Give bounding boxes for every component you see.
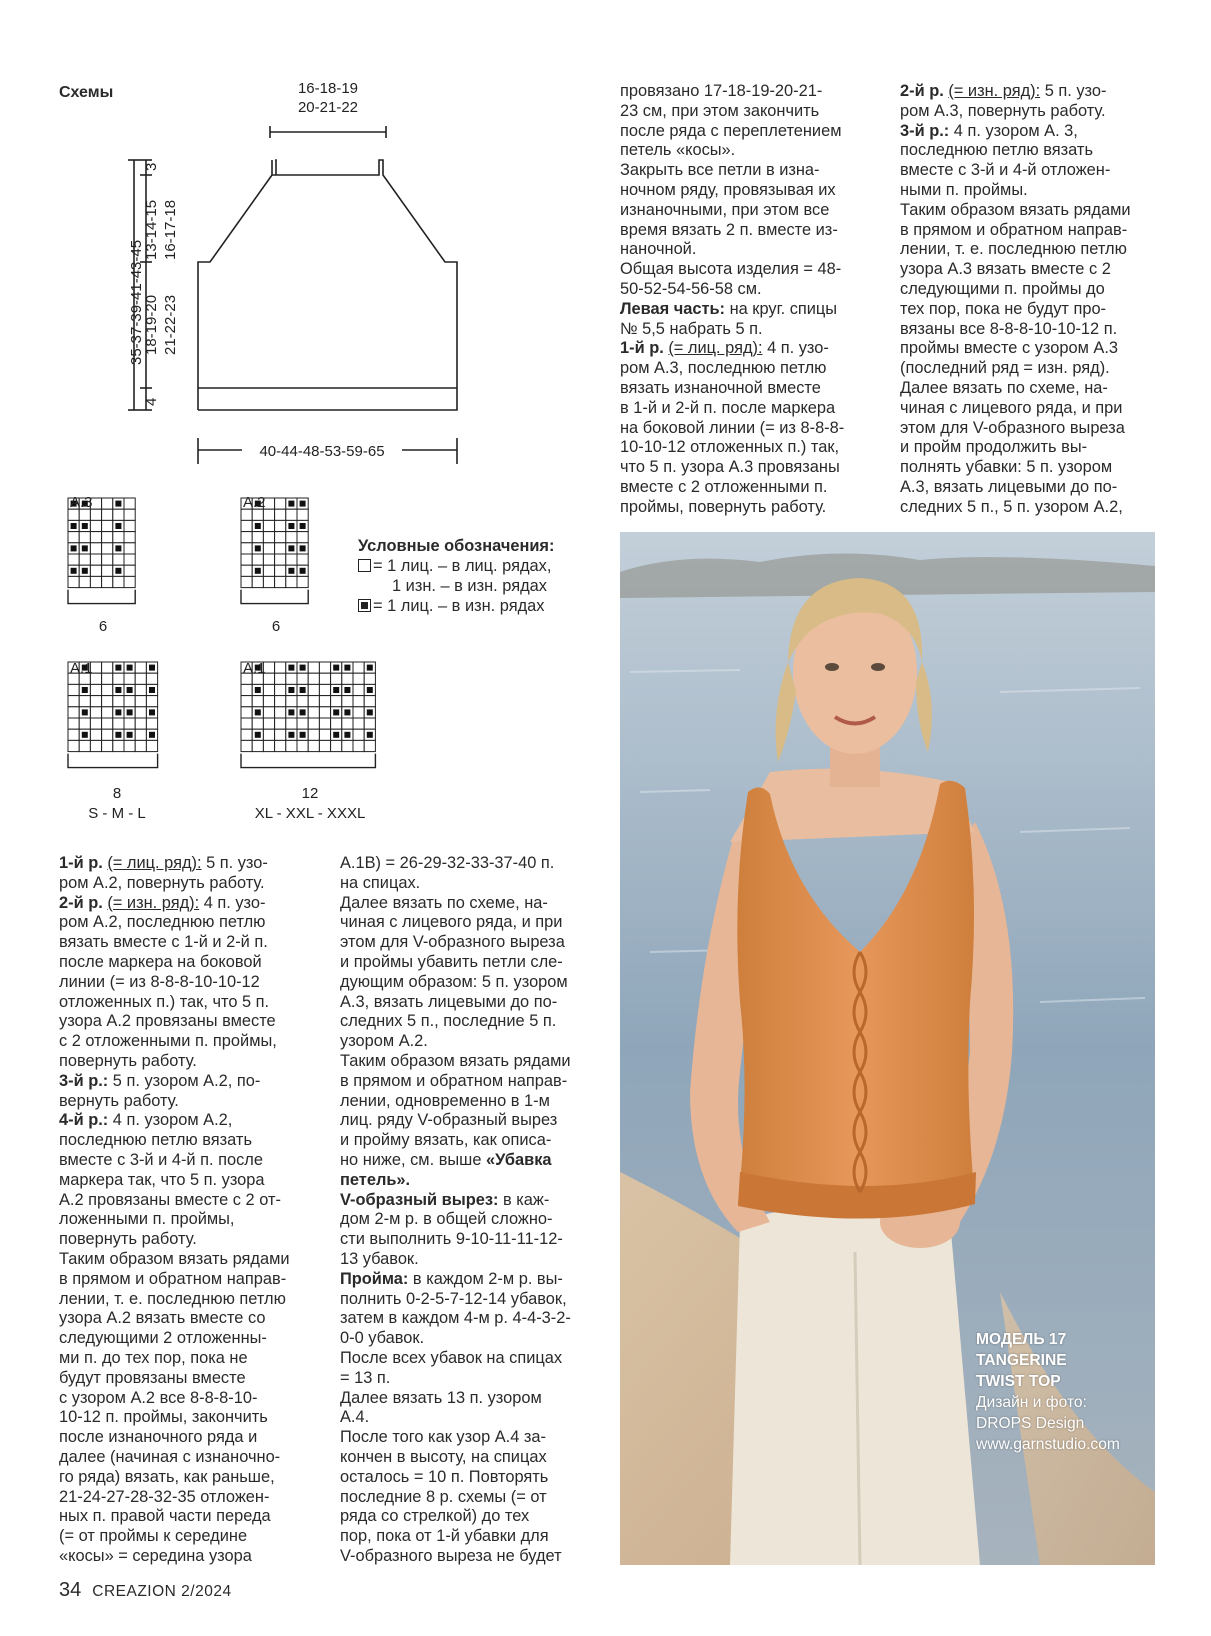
chart-cell — [135, 707, 146, 718]
chart-cell — [124, 740, 135, 751]
chart-mark — [71, 545, 77, 551]
chart-mark — [288, 687, 294, 693]
chart-cell — [275, 662, 286, 673]
chart-mark — [344, 687, 350, 693]
chart-mark — [82, 687, 88, 693]
chart-cell — [353, 673, 364, 684]
chart-cell — [68, 729, 79, 740]
chart-mark — [300, 545, 306, 551]
chart-mark — [333, 687, 339, 693]
chart-cell — [241, 684, 252, 695]
chart-cell — [146, 696, 157, 707]
chart-cell — [319, 673, 330, 684]
chart-cell — [308, 696, 319, 707]
chart-mark — [127, 665, 133, 671]
chart-cell — [263, 740, 274, 751]
chart-cell — [124, 576, 135, 587]
chart-cell — [331, 673, 342, 684]
chart-cell — [135, 684, 146, 695]
chart-cell — [90, 707, 101, 718]
chart-cell — [275, 509, 286, 520]
chart-cell — [241, 740, 252, 751]
chart-cell — [102, 696, 113, 707]
chart-cell — [241, 532, 252, 543]
chart-cell — [275, 673, 286, 684]
chart-mark — [149, 687, 155, 693]
chart-cell — [102, 718, 113, 729]
chart-cell — [263, 684, 274, 695]
text-column-top-right-1: провязано 17-18-19-20-21- 23 см, при этом закончить после ряда с переплетением петель «косы». Закрыть все петли в изна- ночном ряду, провязывая их изнаночными, при этом все время вязать 2 п. вместе из- наночной. Общая высота изделия = 48- 50-52-54-56-58 см. Левая часть: на круг. спицы № 5,5 набрать 5 п. 1-й р. (= лиц. ряд): 4 п. узо- ром А.3, последнюю петлю вязать изнаночной вместе в 1-й и 2-й п. после маркера на боковой линии (= из 8-8-8- 10-10-12 отложенных п.) так, что 5 п. узора А.3 провязаны вместе с 2 отложенными п. проймы, повернуть работу. — [620, 82, 845, 516]
bottom-width-label: 40-44-48-53-59-65 — [259, 443, 385, 460]
chart-mark — [115, 523, 121, 529]
caption-name-1: TANGERINE — [976, 1352, 1067, 1369]
chart-cell — [353, 696, 364, 707]
chart-cell — [90, 565, 101, 576]
chart-cell — [68, 740, 79, 751]
chart-cell — [68, 696, 79, 707]
chart-a1-large-count: 12 — [301, 785, 319, 802]
chart-cell — [124, 565, 135, 576]
chart-mark — [300, 732, 306, 738]
chart-cell — [68, 532, 79, 543]
chart-cell — [102, 740, 113, 751]
chart-cell — [286, 509, 297, 520]
chart-mark — [288, 665, 294, 671]
chart-mark — [288, 545, 294, 551]
chart-mark — [115, 665, 121, 671]
chart-cell — [319, 684, 330, 695]
body-label-2: 21-22-23 — [162, 294, 179, 355]
text-column-top-right-2: 2-й р. (= изн. ряд): 5 п. узо- ром А.3, повернуть работу. 3-й р.: 4 п. узором А. 3, последнюю петлю вязать вместе с 3-й и 4-й отложен- ными п. проймы. Таким образом вязать рядами в прямом и обратном направ- лении, т. е. последнюю петлю узора А.3 вязать вместе с 2 следующими п. проймы до тех пор, пока не будут про- вязаны все 8-8-8-10-10-12 п. проймы вместе с узором А.3 (последний ряд = изн. ряд). Далее вязать по схеме, на- чиная с лицевого ряда, и при этом для V-образного выреза и пройм продолжить вы- полнять убавки: 5 п. узором А.3, вязать лицевыми до по- следних 5 п., 5 п. узором А.2, — [900, 82, 1131, 516]
page-number: 34 — [59, 1579, 82, 1601]
chart-cell — [68, 576, 79, 587]
chart-cell — [308, 718, 319, 729]
chart-cell — [102, 707, 113, 718]
chart-mark — [255, 523, 261, 529]
chart-mark — [127, 732, 133, 738]
chart-mark — [333, 732, 339, 738]
chart-cell — [102, 673, 113, 684]
chart-cell — [275, 532, 286, 543]
chart-cell — [353, 684, 364, 695]
chart-cell — [286, 532, 297, 543]
chart-a2-label: A.2 — [243, 495, 266, 511]
chart-cell — [263, 707, 274, 718]
chart-cell — [90, 576, 101, 587]
chart-mark — [255, 545, 261, 551]
chart-mark — [333, 665, 339, 671]
chart-mark — [333, 709, 339, 715]
chart-cell — [331, 740, 342, 751]
chart-cell — [275, 718, 286, 729]
chart-cell — [252, 718, 263, 729]
chart-cell — [342, 696, 353, 707]
chart-bracket — [241, 754, 375, 768]
chart-cell — [364, 740, 375, 751]
chart-cell — [124, 498, 135, 509]
chart-cell — [275, 707, 286, 718]
chart-cell — [90, 696, 101, 707]
caption-model: МОДЕЛЬ 17 — [976, 1331, 1067, 1348]
chart-cell — [113, 509, 124, 520]
caption-site[interactable]: www.garnstudio.com — [976, 1436, 1120, 1453]
chart-cell — [79, 740, 90, 751]
chart-mark — [344, 732, 350, 738]
chart-mark — [71, 523, 77, 529]
chart-mark — [255, 568, 261, 574]
chart-cell — [364, 718, 375, 729]
chart-cell — [102, 498, 113, 509]
chart-mark — [115, 545, 121, 551]
chart-cell — [113, 673, 124, 684]
chart-mark — [367, 709, 373, 715]
chart-mark — [149, 709, 155, 715]
chart-mark — [300, 523, 306, 529]
chart-cell — [146, 673, 157, 684]
chart-cell — [263, 576, 274, 587]
chart-cell — [241, 729, 252, 740]
chart-mark — [344, 665, 350, 671]
chart-cell — [102, 532, 113, 543]
chart-cell — [319, 707, 330, 718]
chart-a1-large — [241, 662, 375, 768]
chart-cell — [113, 696, 124, 707]
chart-cell — [90, 554, 101, 565]
chart-cell — [90, 740, 101, 751]
chart-mark — [115, 732, 121, 738]
chart-cell — [90, 684, 101, 695]
chart-cell — [113, 740, 124, 751]
chart-cell — [102, 554, 113, 565]
caption-credit: Дизайн и фото: — [976, 1394, 1087, 1411]
chart-cell — [297, 532, 308, 543]
legend-line-1: = 1 лиц. – в лиц. рядах, — [373, 557, 552, 575]
chart-cell — [124, 520, 135, 531]
chart-cell — [275, 543, 286, 554]
chart-mark — [300, 687, 306, 693]
chart-cell — [113, 532, 124, 543]
chart-cell — [241, 707, 252, 718]
chart-cell — [353, 718, 364, 729]
chart-mark — [300, 665, 306, 671]
chart-mark — [300, 501, 306, 507]
chart-cell — [308, 684, 319, 695]
chart-cell — [102, 509, 113, 520]
page-footer — [59, 1579, 232, 1602]
photo-caption — [976, 1329, 1120, 1455]
chart-cell — [241, 543, 252, 554]
chart-cell — [331, 696, 342, 707]
body-label-1: 18-19-20 — [143, 294, 160, 355]
chart-mark — [115, 687, 121, 693]
chart-cell — [263, 532, 274, 543]
legend-line-3: = 1 лиц. – в изн. рядах — [373, 597, 545, 615]
chart-a1-small-sizes: S - M - L — [88, 805, 146, 822]
chart-cell — [275, 696, 286, 707]
chart-bracket — [68, 590, 135, 604]
chart-cell — [68, 684, 79, 695]
chart-cell — [263, 554, 274, 565]
chart-bracket — [241, 590, 308, 604]
chart-cell — [252, 554, 263, 565]
chart-cell — [319, 729, 330, 740]
chart-cell — [308, 729, 319, 740]
chart-cell — [124, 718, 135, 729]
chart-cell — [263, 718, 274, 729]
chart-cell — [252, 532, 263, 543]
chart-mark — [127, 709, 133, 715]
chart-mark — [149, 665, 155, 671]
chart-mark — [300, 568, 306, 574]
chart-cell — [308, 740, 319, 751]
chart-cell — [113, 718, 124, 729]
chart-a2-count: 6 — [271, 618, 281, 635]
rib-height-label: 4 — [143, 397, 160, 406]
chart-cell — [113, 576, 124, 587]
chart-cell — [124, 554, 135, 565]
chart-a1-large-label: A.1 — [243, 660, 266, 677]
chart-cell — [79, 532, 90, 543]
chart-cell — [90, 729, 101, 740]
chart-mark — [115, 709, 121, 715]
chart-cell — [275, 565, 286, 576]
top-width-label-2: 20-21-22 — [297, 99, 359, 116]
chart-cell — [68, 554, 79, 565]
chart-cell — [68, 707, 79, 718]
chart-cell — [286, 696, 297, 707]
chart-mark — [288, 501, 294, 507]
chart-cell — [342, 718, 353, 729]
chart-cell — [297, 554, 308, 565]
chart-cell — [241, 520, 252, 531]
chart-mark — [255, 732, 261, 738]
chart-cell — [241, 576, 252, 587]
chart-cell — [286, 673, 297, 684]
chart-cell — [319, 696, 330, 707]
armhole-label-1: 13-14-15 — [143, 199, 160, 260]
chart-cell — [331, 718, 342, 729]
chart-cell — [252, 576, 263, 587]
chart-cell — [364, 673, 375, 684]
armhole-label-2: 16-17-18 — [162, 199, 179, 260]
text-column-left: 1-й р. (= лиц. ряд): 5 п. узо- ром А.2, повернуть работу. 2-й р. (= изн. ряд): 4 п. узо- ром А.2, последнюю петлю вязать вместе с 1-й и 2-й п. после маркера на боковой линии (= из 8-8-8-10-10-12 отложенных п.) так, что 5 п. узора А.2 провязаны вместе с 2 отложенными п. проймы, повернуть работу. 3-й р.: 5 п. узором А.2, по- вернуть работу. 4-й р.: 4 п. узором А.2, последнюю петлю вязать вместе с 3-й и 4-й п. после маркера так, что 5 п. узора А.2 провязаны вместе с 2 от- ложенными п. проймы, повернуть работу. Таким образом вязать рядами в прямом и обратном направ- лении, т. е. последнюю петлю узора А.2 вязать вместе со следующими 2 отложенны- ми п. до тех пор, пока не будут провязаны вместе с узором А.2 все 8-8-8-10- 10-12 п. проймы, закончить после изнаночного ряда и далее (начиная с изнаночно- го ряда) вязать, как раньше, 21-24-27-28-32-35 отложен- ных п. правой части переда (= от проймы к середине «косы» = середина узора — [59, 854, 290, 1565]
chart-mark — [288, 523, 294, 529]
chart-cell — [135, 673, 146, 684]
empty-square-icon — [358, 559, 371, 572]
chart-mark — [115, 568, 121, 574]
chart-a1-small-count: 8 — [112, 785, 122, 802]
chart-cell — [252, 740, 263, 751]
chart-cell — [308, 707, 319, 718]
chart-cell — [135, 662, 146, 673]
chart-cell — [319, 740, 330, 751]
chart-cell — [241, 718, 252, 729]
chart-mark — [300, 709, 306, 715]
chart-cell — [342, 740, 353, 751]
chart-cell — [297, 673, 308, 684]
chart-cell — [79, 576, 90, 587]
chart-a1-large-sizes: XL - XXL - XXXL — [254, 805, 366, 822]
chart-a3 — [68, 498, 135, 604]
chart-cell — [275, 520, 286, 531]
chart-a1-small-label: A.1 — [70, 660, 93, 677]
chart-cell — [353, 707, 364, 718]
chart-cell — [241, 565, 252, 576]
chart-mark — [288, 732, 294, 738]
chart-cell — [342, 673, 353, 684]
legend — [358, 536, 554, 616]
chart-cell — [275, 554, 286, 565]
chart-cell — [353, 662, 364, 673]
legend-line-2: 1 изн. – в изн. рядах — [392, 577, 547, 595]
chart-mark — [149, 732, 155, 738]
chart-a2 — [241, 498, 308, 604]
chart-mark — [82, 523, 88, 529]
chart-cell — [263, 520, 274, 531]
chart-mark — [255, 687, 261, 693]
chart-mark — [344, 709, 350, 715]
chart-cell — [241, 554, 252, 565]
chart-mark — [71, 568, 77, 574]
chart-a3-count: 6 — [98, 618, 108, 635]
chart-mark — [367, 687, 373, 693]
chart-mark — [115, 501, 121, 507]
chart-cell — [79, 554, 90, 565]
chart-mark — [82, 709, 88, 715]
chart-cell — [297, 740, 308, 751]
chart-mark — [127, 687, 133, 693]
chart-bracket — [68, 754, 158, 768]
chart-cell — [102, 520, 113, 531]
garment-outline — [198, 160, 457, 410]
chart-cell — [286, 576, 297, 587]
chart-mark — [255, 709, 261, 715]
chart-cell — [263, 565, 274, 576]
total-height-label: 35-37-39-41-43-45 — [128, 239, 145, 365]
chart-cell — [275, 729, 286, 740]
text-column-middle: А.1В) = 26-29-32-33-37-40 п. на спицах. Далее вязать по схеме, на- чиная с лицевого ряда, и при этом для V-образного выреза и проймы убавить петли сле- дующим образом: 5 п. узором А.3, вязать лицевыми до по- следних 5 п., последние 5 п. узором А.2. Таким образом вязать рядами в прямом и обратном направ- лении, одновременно в 1-м лиц. ряду V-образный вырез и пройму вязать, как описа- но ниже, см. выше «Убавка петель». V-образный вырез: в каж- дом 2-м р. в общей сложно- сти выполнить 9-10-11-11-12- 13 убавок. Пройма: в каждом 2-м р. вы- полнить 0-2-5-7-12-14 убавок, затем в каждом 4-м р. 4-4-3-2- 0-0 убавок. После всех убавок на спицах = 13 п. Далее вязать 13 п. узором А.4. После того как узор А.4 за- кончен в высоту, на спицах осталось = 10 п. Повторять последние 8 р. схемы (= от ряда со стрелкой) до тех пор, пока от 1-й убавки для V-образного выреза не будет — [340, 854, 571, 1565]
chart-cell — [286, 740, 297, 751]
knit-charts — [60, 495, 400, 835]
chart-cell — [297, 718, 308, 729]
chart-cell — [308, 673, 319, 684]
chart-cell — [90, 520, 101, 531]
top-width-label-1: 16-18-19 — [297, 80, 359, 97]
chart-cell — [263, 729, 274, 740]
chart-mark — [82, 732, 88, 738]
chart-cell — [319, 718, 330, 729]
chart-cell — [135, 740, 146, 751]
chart-cell — [135, 696, 146, 707]
chart-cell — [90, 718, 101, 729]
filled-square-icon — [358, 599, 371, 612]
chart-a3-label: A.3 — [70, 495, 93, 511]
magazine-issue: CREAZION 2/2024 — [92, 1583, 232, 1600]
chart-cell — [102, 576, 113, 587]
chart-cell — [353, 740, 364, 751]
caption-brand: DROPS Design — [976, 1415, 1085, 1432]
garment-schematic — [100, 80, 480, 490]
chart-cell — [124, 696, 135, 707]
chart-cell — [297, 576, 308, 587]
chart-mark — [288, 709, 294, 715]
chart-cell — [135, 718, 146, 729]
chart-mark — [367, 665, 373, 671]
chart-cell — [252, 696, 263, 707]
legend-title: Условные обозначения: — [358, 537, 555, 555]
chart-cell — [297, 509, 308, 520]
strap-height-label: 3 — [143, 162, 160, 171]
chart-cell — [275, 498, 286, 509]
chart-mark — [367, 732, 373, 738]
chart-cell — [68, 718, 79, 729]
chart-cell — [102, 662, 113, 673]
chart-cell — [102, 684, 113, 695]
chart-cell — [113, 554, 124, 565]
chart-cell — [135, 729, 146, 740]
chart-cell — [102, 565, 113, 576]
chart-cell — [102, 729, 113, 740]
chart-mark — [288, 568, 294, 574]
chart-cell — [79, 696, 90, 707]
chart-cell — [286, 718, 297, 729]
chart-cell — [275, 740, 286, 751]
chart-cell — [275, 684, 286, 695]
chart-cell — [241, 696, 252, 707]
chart-cell — [146, 740, 157, 751]
chart-cell — [79, 718, 90, 729]
chart-cell — [146, 718, 157, 729]
chart-cell — [286, 554, 297, 565]
chart-cell — [308, 662, 319, 673]
chart-cell — [90, 532, 101, 543]
chart-cell — [124, 673, 135, 684]
chart-cell — [319, 662, 330, 673]
caption-name-2: TWIST TOP — [976, 1373, 1061, 1390]
chart-cell — [263, 543, 274, 554]
chart-cell — [275, 576, 286, 587]
chart-cell — [124, 543, 135, 554]
schemes-title: Схемы — [59, 84, 114, 101]
chart-mark — [82, 568, 88, 574]
chart-cell — [124, 532, 135, 543]
chart-cell — [263, 696, 274, 707]
chart-cell — [364, 696, 375, 707]
chart-a1-small — [68, 662, 158, 768]
chart-cell — [124, 509, 135, 520]
chart-mark — [82, 545, 88, 551]
chart-cell — [90, 543, 101, 554]
chart-cell — [102, 543, 113, 554]
chart-cell — [297, 696, 308, 707]
chart-cell — [353, 729, 364, 740]
